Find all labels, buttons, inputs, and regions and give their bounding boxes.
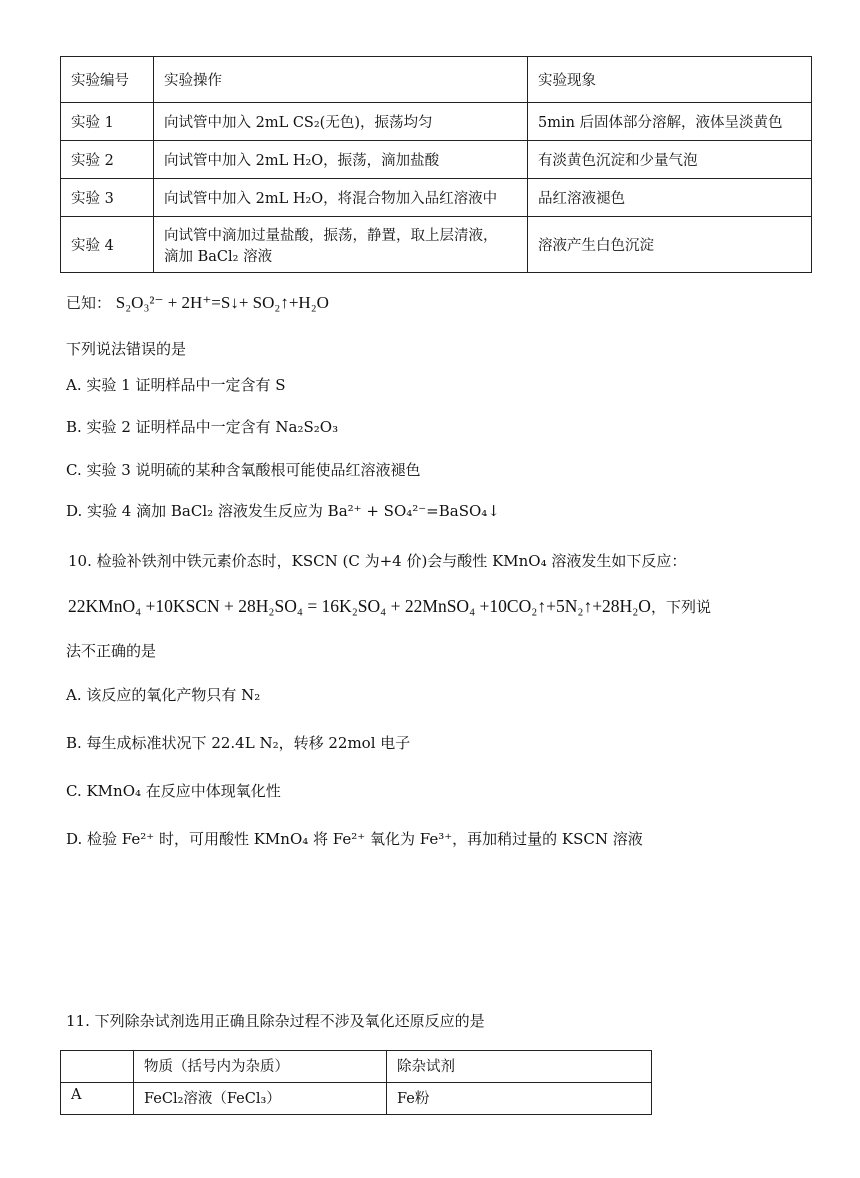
- row-result: 有淡黄色沉淀和少量气泡: [528, 141, 812, 179]
- row-op-line2: 滴加 BaCl₂ 溶液: [164, 248, 273, 265]
- q10-equation-line: [68, 596, 711, 617]
- row-substance: FeCl₂溶液（FeCl₃）: [134, 1083, 387, 1115]
- row-op: 向试管中加入 2mL H₂O，将混合物加入品红溶液中: [154, 179, 528, 217]
- known-label: 已知：: [66, 294, 112, 312]
- q10-option-a: A. 该反应的氧化产物只有 N₂: [66, 686, 261, 704]
- table-row: [61, 1083, 652, 1115]
- header-cell-result: 实验现象: [528, 57, 812, 103]
- q11-stem: 11. 下列除杂试剂选用正确且除杂过程不涉及氧化还原反应的是: [66, 1012, 485, 1030]
- q9-option-b: B. 实验 2 证明样品中一定含有 Na₂S₂O₃: [66, 418, 339, 436]
- table-row: [61, 217, 812, 273]
- header-cell-op: 实验操作: [154, 57, 528, 103]
- known-equation-line: [66, 292, 329, 313]
- q9-prompt: 下列说法错误的是: [66, 340, 187, 358]
- table-row: [61, 141, 812, 179]
- impurity-table: [60, 1050, 652, 1115]
- experiment-table: [60, 56, 812, 273]
- header-cell-reagent: 除杂试剂: [387, 1051, 652, 1083]
- header-cell-substance: 物质（括号内为杂质）: [134, 1051, 387, 1083]
- q10-option-b: B. 每生成标准状况下 22.4L N₂，转移 22mol 电子: [66, 734, 411, 752]
- row-reagent: Fe粉: [387, 1083, 652, 1115]
- q10-equation: 22KMnO₄ +10KSCN + 28H₂SO₄ = 16K₂SO₄ + 22MnSO₄ +10CO₂↑+5N₂↑+28H₂O: [68, 596, 651, 616]
- row-result: 溶液产生白色沉淀: [528, 217, 812, 273]
- q10-tail: ，下列说: [650, 598, 711, 616]
- q9-option-d: D. 实验 4 滴加 BaCl₂ 溶液发生反应为 Ba²⁺ + SO₄²⁻=BaSO₄↓: [66, 502, 500, 520]
- table-header-row: [61, 1051, 652, 1083]
- q10-option-d: D. 检验 Fe²⁺ 时，可用酸性 KMnO₄ 将 Fe²⁺ 氧化为 Fe³⁺，再加稍过量的 KSCN 溶液: [66, 830, 643, 848]
- q9-option-c: C. 实验 3 说明硫的某种含氧酸根可能使品红溶液褪色: [66, 461, 421, 479]
- row-id: 实验 4: [61, 217, 154, 273]
- q10-cont: 法不正确的是: [66, 642, 157, 660]
- row-id: 实验 3: [61, 179, 154, 217]
- header-cell-id: [61, 1051, 134, 1083]
- known-equation: S₂O₃²⁻ + 2H⁺=S↓+ SO₂↑+H₂O: [115, 293, 329, 312]
- row-op-line1: 向试管中滴加过量盐酸，振荡，静置，取上层清液，: [164, 227, 498, 244]
- row-op: [154, 217, 528, 273]
- row-op: 向试管中加入 2mL CS₂(无色)，振荡均匀: [154, 103, 528, 141]
- table-row: [61, 103, 812, 141]
- q9-option-a: A. 实验 1 证明样品中一定含有 S: [66, 376, 286, 394]
- q10-stem: 10. 检验补铁剂中铁元素价态时，KSCN (C 为+4 价)会与酸性 KMnO₄ 溶液发生如下反应：: [68, 552, 687, 570]
- row-id: 实验 1: [61, 103, 154, 141]
- table-row: [61, 179, 812, 217]
- row-result: 5min 后固体部分溶解，液体呈淡黄色: [528, 103, 812, 141]
- row-id: A: [61, 1083, 134, 1115]
- row-op: 向试管中加入 2mL H₂O，振荡，滴加盐酸: [154, 141, 528, 179]
- q10-option-c: C. KMnO₄ 在反应中体现氧化性: [66, 782, 281, 800]
- table-header-row: [61, 57, 812, 103]
- row-id: 实验 2: [61, 141, 154, 179]
- header-cell-id: 实验编号: [61, 57, 154, 103]
- row-result: 品红溶液褪色: [528, 179, 812, 217]
